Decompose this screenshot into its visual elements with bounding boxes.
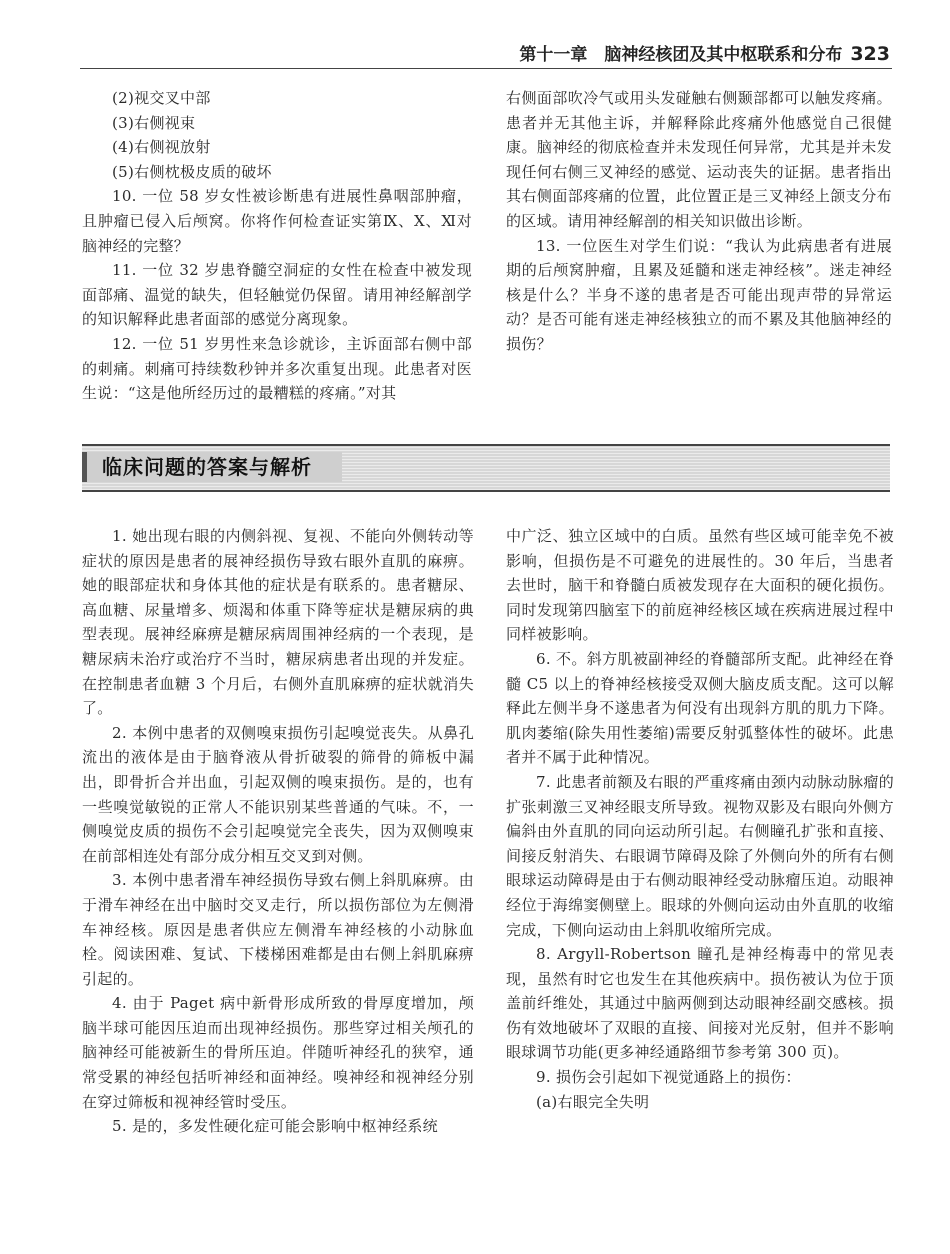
chapter-title: 第十一章 脑神经核团及其中枢联系和分布 [519,45,843,65]
answer-paragraph: 9. 损伤会引起如下视觉通路上的损伤： [536,1068,801,1087]
answer-paragraph: 4. 由于 Paget 病中新骨形成所致的骨厚度增加，颅脑半球可能因压迫而出现神经损伤。那些穿过相关颅孔的脑神经可能被新生的骨所压迫。伴随听神经孔的狭窄，通常受累的神经包括听神经和面神经。嗅神经和视神经分别在穿过筛板和视神经管时受压。 [82,994,474,1111]
running-header [519,40,890,65]
answer-paragraph: 7. 此患者前额及右眼的严重疼痛由颈内动脉动脉瘤的扩张刺激三叉神经眼支所导致。视物双影及右眼向外侧方偏斜由外直肌的同向运动所引起。右侧瞳孔扩张和直接、间接反射消失、右眼调节障碍及除了外侧向外的所有右侧眼球运动障碍是由于右侧动眼神经受动脉瘤压迫。动眼神经位于海绵窦侧壁上。眼球的外侧向运动由外直肌的收缩完成，下侧向运动由上斜肌收缩所完成。 [506,772,894,939]
question-paragraph: (4)右侧视放射 [112,138,211,157]
section-title: 临床问题的答案与解析 [102,455,312,479]
section-banner [82,444,890,492]
answer-paragraph: 8. Argyll-Robertson 瞳孔是神经梅毒中的常见表现，虽然有时它也发生在其他疾病中。损伤被认为位于顶盖前纤维处，其通过中脑两侧到达动眼神经副交感核。损伤有效地破坏了双眼的直接、间接对光反射，但并不影响眼球调节功能(更多神经通路细节参考第 300 页)。 [506,945,894,1062]
question-paragraph: 12. 一位 51 岁男性来急诊就诊，主诉面部右侧中部的刺痛。刺痛可持续数秒钟并多次重复出现。此患者对医生说：“这是他所经历过的最糟糕的疼痛。”对其 [82,334,472,403]
answer-paragraph: 2. 本例中患者的双侧嗅束损伤引起嗅觉丧失。从鼻孔流出的液体是由于脑脊液从骨折破裂的筛骨的筛板中漏出，即骨折合并出血，引起双侧的嗅束损伤。是的，也有一些嗅觉敏锐的正常人不能识别某些普通的气味。不，一侧嗅觉皮质的损伤不会引起嗅觉完全丧失，因为双侧嗅束在前部相连处有部分成分相互交叉到对侧。 [82,723,474,865]
question-paragraph: (5)右侧枕极皮质的破坏 [112,162,272,181]
question-paragraph: (2)视交叉中部 [112,89,211,107]
question-paragraph: (3)右侧视束 [112,113,196,132]
questions-right-column [506,86,892,357]
answer-paragraph: 6. 不。斜方肌被副神经的脊髓部所支配。此神经在脊髓 C5 以上的脊神经核接受双侧大脑皮质支配。这可以解释此左侧半身不遂患者为何没有出现斜方肌的肌力下降。肌肉萎缩(除失用性萎缩)需要反射弧整体性的破坏。此患者并不属于此种情况。 [506,649,894,767]
answer-paragraph: 3. 本例中患者滑车神经损伤导致右侧上斜肌麻痹。由于滑车神经在出中脑时交叉走行，所以损伤部位为左侧滑车神经核。原因是患者供应左侧滑车神经核的小动脉血栓。阅读困难、复试、下楼梯困难都是由右侧上斜肌麻痹引起的。 [82,871,474,988]
question-paragraph: 11. 一位 32 岁患脊髓空洞症的女性在检查中被发现面部痛、温觉的缺失，但轻触觉仍保留。请用神经解剖学的知识解释此患者面部的感觉分离现象。 [82,261,472,329]
header-rule [80,68,892,69]
answers-right-column [506,524,894,1114]
answers-left-column [82,524,474,1139]
answer-paragraph: 中广泛、独立区域中的白质。虽然有些区域可能幸免不被影响，但损伤是不可避免的进展性的。30 年后，当患者去世时，脑干和脊髓白质被发现存在大面积的硬化损伤。同时发现第四脑室下的前庭神经核区域在疾病进展过程中同样被影响。 [506,527,894,644]
question-paragraph: 10. 一位 58 岁女性被诊断患有进展性鼻咽部肿瘤，且肿瘤已侵入后颅窝。你将作何检查证实第Ⅸ、Ⅹ、Ⅺ对脑神经的完整？ [82,187,472,255]
questions-left-column [82,86,472,406]
question-paragraph: 13. 一位医生对学生们说：“我认为此病患者有进展期的后颅窝肿瘤，且累及延髓和迷走神经核”。迷走神经核是什么？半身不遂的患者是否可能出现声带的异常运动？是否可能有迷走神经核独立的而不累及其他脑神经的损伤？ [506,236,892,353]
answer-paragraph: (a)右眼完全失明 [536,1092,650,1111]
answer-paragraph: 1. 她出现右眼的内侧斜视、复视、不能向外侧转动等症状的原因是患者的展神经损伤导致右眼外直肌的麻痹。她的眼部症状和身体其他的症状是有联系的。患者糖尿、高血糖、尿量增多、烦渴和体重下降等症状是糖尿病的典型表现。展神经麻痹是糖尿病周围神经病的一个表现，是糖尿病未治疗或治疗不当时，糖尿病患者出现的并发症。在控制患者血糖 3 个月后，右侧外直肌麻痹的症状就消失了。 [82,527,474,718]
question-paragraph: 右侧面部吹冷气或用头发碰触右侧颞部都可以触发疼痛。患者并无其他主诉，并解释除此疼痛外他感觉自己很健康。脑神经的彻底检查并未发现任何异常，尤其是并未发现任何右侧三叉神经的感觉、运动丧失的证据。患者指出其右侧面部疼痛的位置，此位置正是三叉神经上颌支分布的区域。请用神经解剖的相关知识做出诊断。 [506,89,892,230]
answer-paragraph: 5. 是的，多发性硬化症可能会影响中枢神经系统 [112,1117,438,1136]
page-number: 323 [850,43,890,65]
